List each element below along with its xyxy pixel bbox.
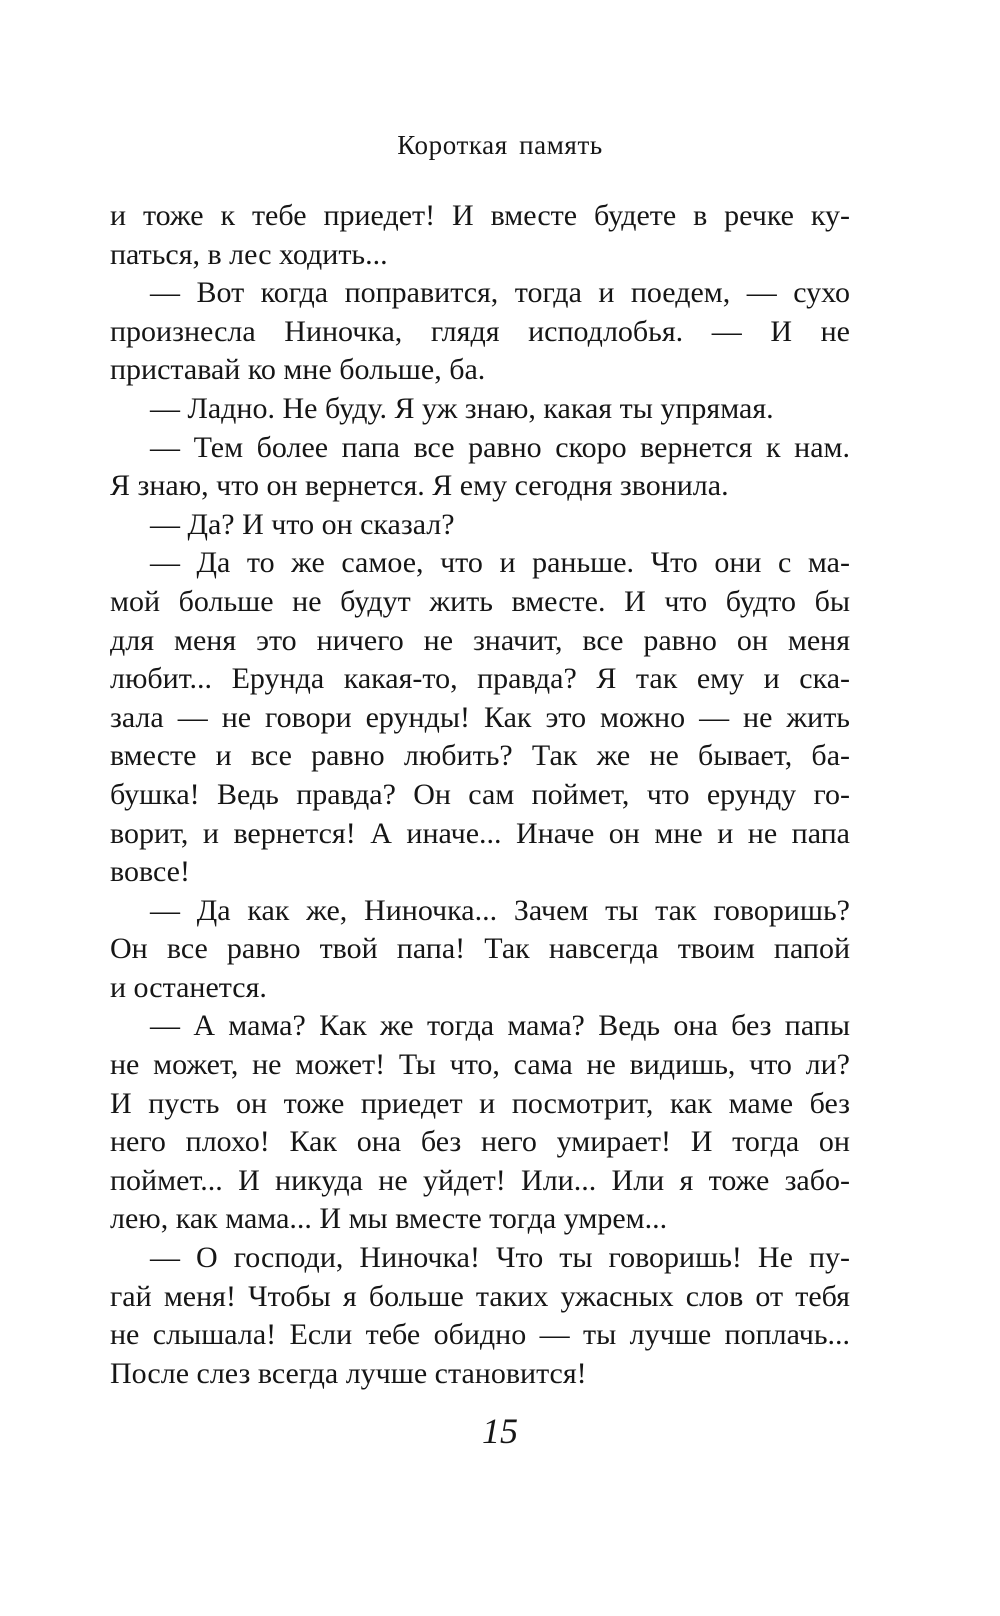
text-line: гай меня! Чтобы я больше таких ужасных слов от тебя bbox=[110, 1279, 850, 1313]
text-line: для меня это ничего не значит, все равно он меня bbox=[110, 623, 850, 657]
text-line: Он все равно твой папа! Так навсегда твоим папой bbox=[110, 932, 850, 966]
text-line: не слышала! Если тебе обидно — ты лучше поплачь... bbox=[110, 1318, 850, 1352]
text-line: ворит, и вернется! А иначе... Иначе он мне и не папа bbox=[110, 816, 850, 850]
text-line: После слез всегда лучше становится! bbox=[110, 1356, 587, 1390]
text-line: — Ладно. Не буду. Я уж знаю, какая ты упрямая. bbox=[150, 391, 774, 425]
running-head: Короткая память bbox=[397, 130, 603, 160]
text-line: приставай ко мне больше, ба. bbox=[110, 353, 486, 387]
body-text bbox=[110, 197, 850, 1393]
text-line: — Тем более папа все равно скоро вернется к нам. bbox=[150, 430, 850, 464]
text-line: зала — не говори ерунды! Как это можно — не жить bbox=[110, 700, 850, 734]
text-line: лею, как мама... И мы вместе тогда умрем... bbox=[110, 1202, 668, 1236]
text-line: поймет... И никуда не уйдет! Или... Или я тоже забо- bbox=[110, 1163, 850, 1197]
text-line: него плохо! Как она без него умирает! И тогда он bbox=[110, 1125, 850, 1159]
text-line: и останется. bbox=[110, 970, 267, 1004]
page-number: 15 bbox=[482, 1411, 518, 1451]
text-line: — Да? И что он сказал? bbox=[150, 507, 455, 541]
text-line: вовсе! bbox=[110, 855, 190, 889]
text-line: Я знаю, что он вернется. Я ему сегодня звонила. bbox=[110, 469, 729, 503]
text-line: — Да как же, Ниночка... Зачем ты так говоришь? bbox=[150, 893, 850, 927]
text-line: вместе и все равно любить? Так же не бывает, ба- bbox=[110, 739, 850, 773]
text-line: мой больше не будут жить вместе. И что будто бы bbox=[110, 584, 850, 618]
text-line: и тоже к тебе приедет! И вместе будете в речке ку- bbox=[110, 199, 850, 232]
text-line: паться, в лес ходить... bbox=[110, 237, 388, 271]
text-line: — А мама? Как же тогда мама? Ведь она без папы bbox=[150, 1009, 850, 1043]
text-line: не может, не может! Ты что, сама не видишь, что ли? bbox=[110, 1048, 850, 1082]
text-line: — Вот когда поправится, тогда и поедем, — сухо bbox=[150, 276, 850, 310]
text-line: бушка! Ведь правда? Он сам поймет, что ерунду го- bbox=[110, 777, 850, 811]
text-line: — Да то же самое, что и раньше. Что они с ма- bbox=[150, 546, 850, 580]
text-line: И пусть он тоже приедет и посмотрит, как маме без bbox=[110, 1086, 850, 1120]
text-line: любит... Ерунда какая-то, правда? Я так ему и ска- bbox=[110, 662, 850, 696]
text-line: — О господи, Ниночка! Что ты говоришь! Не пу- bbox=[150, 1241, 850, 1275]
text-line: произнесла Ниночка, глядя исподлобья. — И не bbox=[110, 314, 850, 348]
